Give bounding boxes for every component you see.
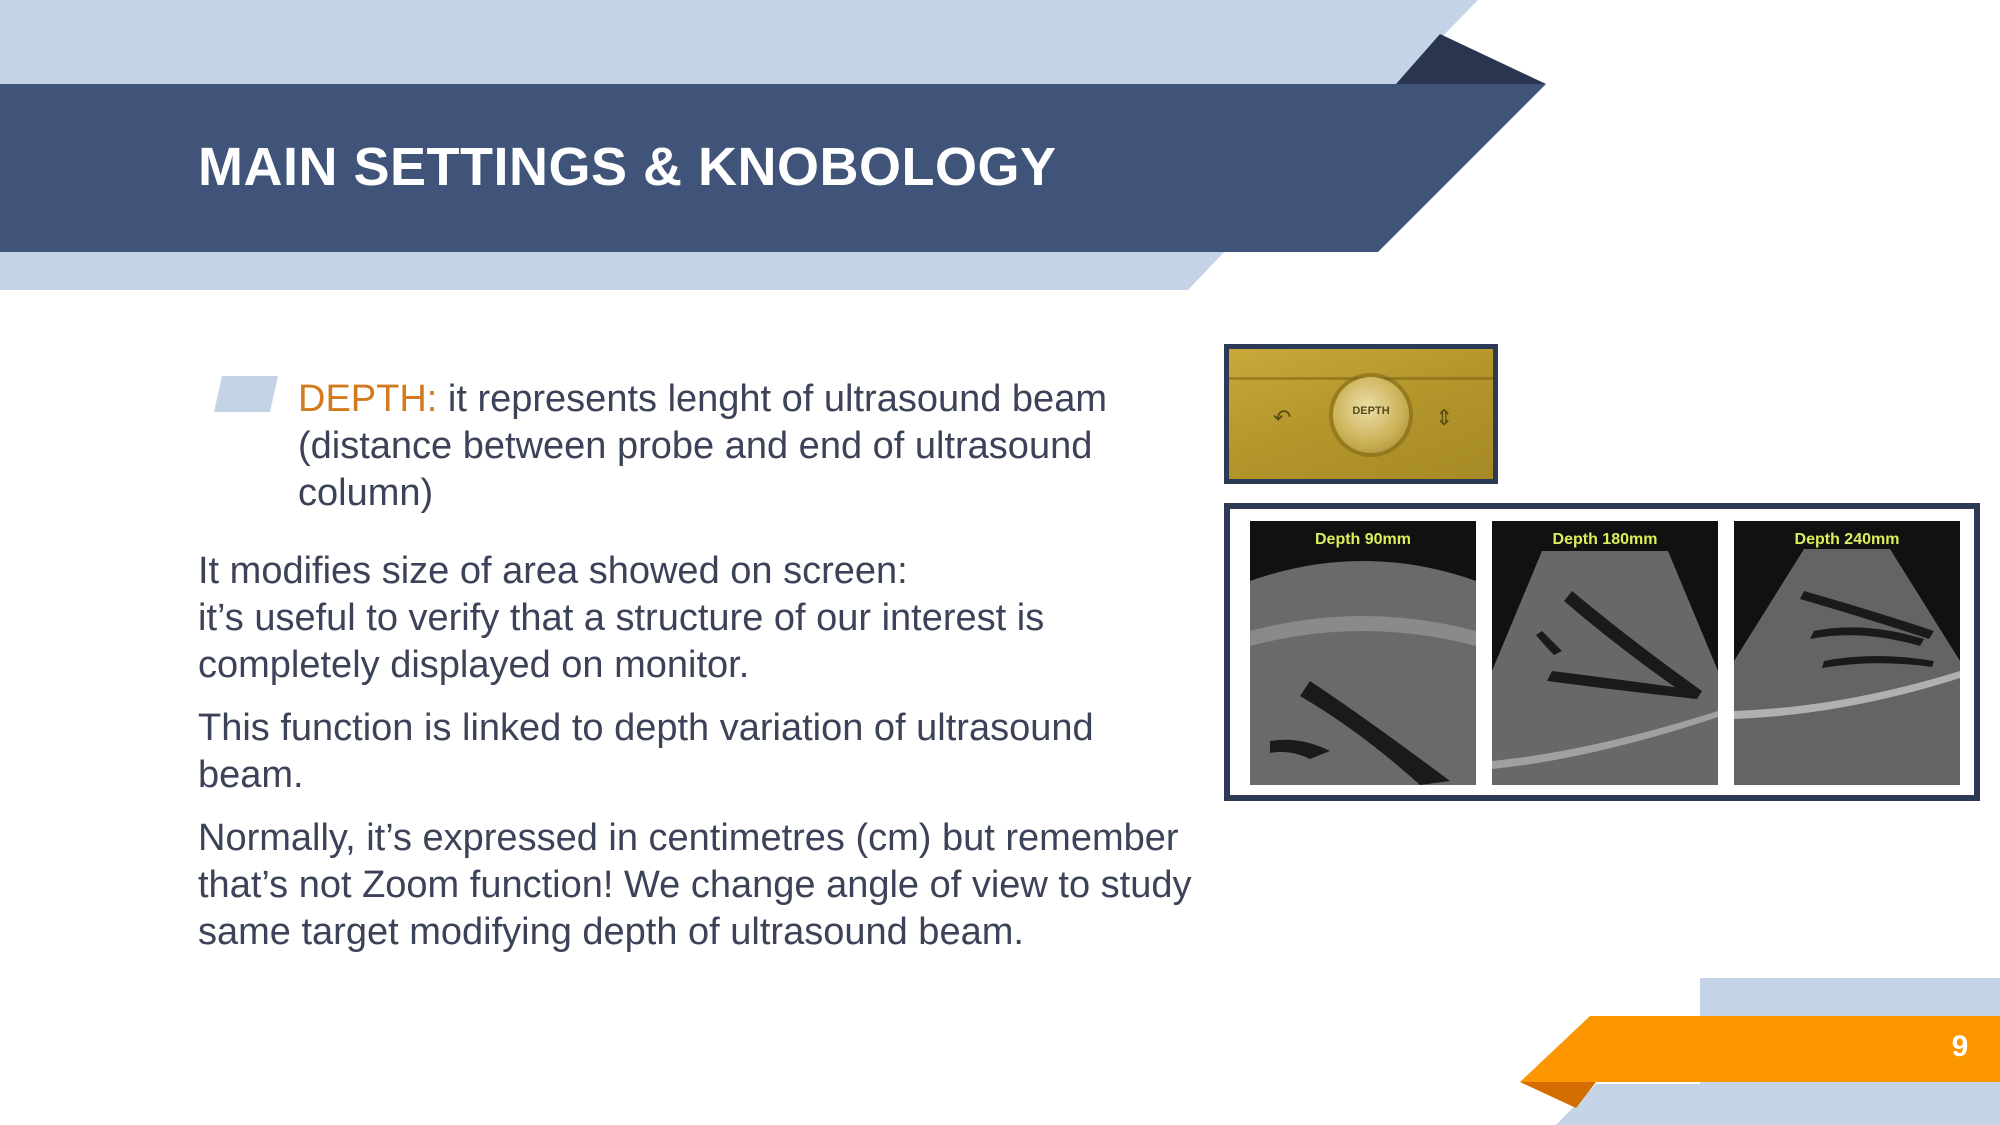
ultrasound-label-180mm: Depth 180mm xyxy=(1552,531,1658,548)
paragraph-2: This function is linked to depth variation of ultrasound beam. xyxy=(198,707,1094,796)
ultrasound-scan-90mm xyxy=(1250,521,1476,785)
header-light-band-bottom xyxy=(0,250,1226,290)
ultrasound-label-90mm: Depth 90mm xyxy=(1314,531,1412,548)
paragraph-1 xyxy=(198,548,1198,689)
paragraph-1-line1: It modifies size of area showed on screen: xyxy=(198,550,908,592)
slide-title: MAIN SETTINGS & KNOBOLOGY xyxy=(198,137,1057,197)
ultrasound-image-240mm xyxy=(1734,521,1960,785)
footer-orange-bar xyxy=(1520,1016,2000,1082)
depth-bullet-line2: (distance between probe and end of ultrasound column) xyxy=(298,425,1093,514)
depth-keyword: DEPTH: xyxy=(298,378,438,420)
bullet-marker xyxy=(214,376,278,412)
paragraph-3: Normally, it’s expressed in centimetres (cm) but remember that’s not Zoom function! We change angle of view to study same target modifying depth of ultrasound beam. xyxy=(198,817,1192,953)
depth-bullet-line1: it represents lenght of ultrasound beam xyxy=(437,378,1107,420)
ultrasound-image-180mm xyxy=(1492,521,1718,785)
ultrasound-label-240mm: Depth 240mm xyxy=(1794,531,1900,548)
depth-dial-label: DEPTH xyxy=(1352,405,1390,417)
header-light-band-top xyxy=(0,0,1478,84)
ultrasound-image-90mm xyxy=(1250,521,1476,785)
rotate-right-icon: ⇕ xyxy=(1435,405,1454,430)
page-number: 9 xyxy=(1951,1030,1969,1063)
ultrasound-comparison-panel xyxy=(1224,503,1980,801)
ultrasound-scan-240mm xyxy=(1734,521,1960,785)
paragraph-1-line2: it’s useful to verify that a structure of our interest is completely displayed on monitor. xyxy=(198,597,1045,686)
body-text xyxy=(198,548,1198,972)
rotate-left-icon: ↶ xyxy=(1273,405,1292,430)
ultrasound-scan-180mm xyxy=(1492,521,1718,785)
depth-knob-photo xyxy=(1224,344,1498,484)
depth-bullet xyxy=(298,376,1198,517)
